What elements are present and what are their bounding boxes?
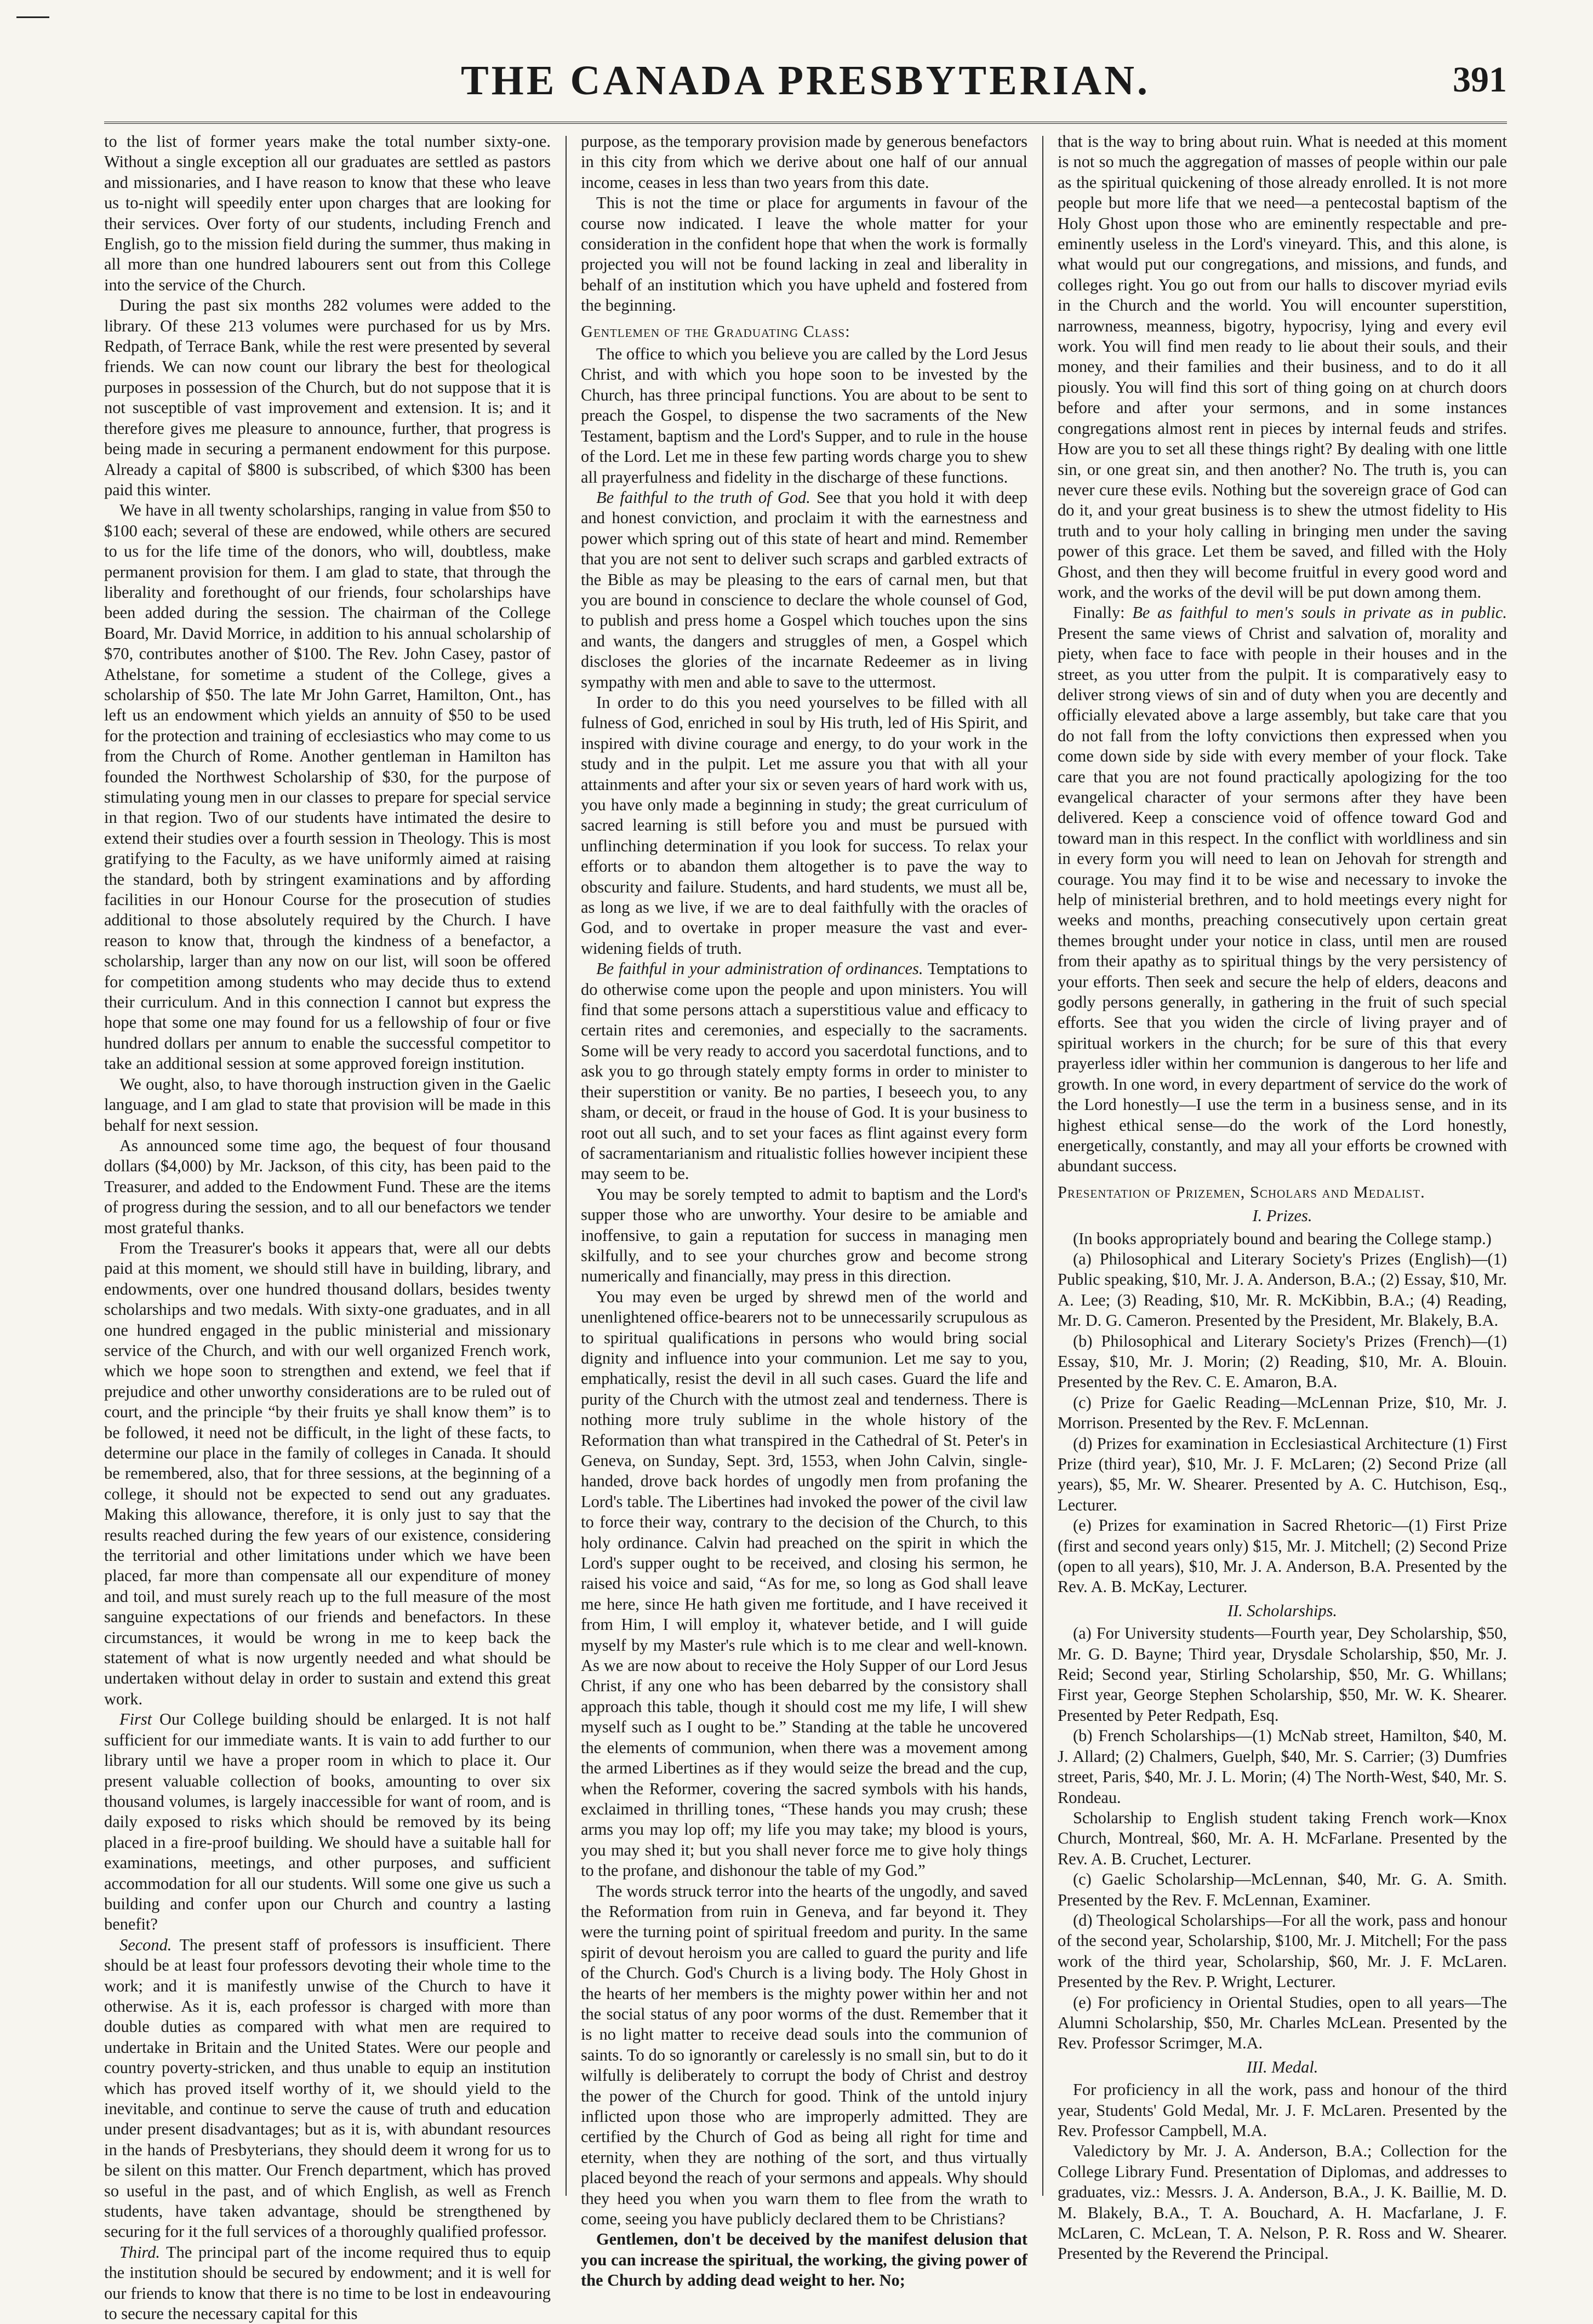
paragraph <box>104 1709 551 1934</box>
paragraph <box>104 1935 551 2242</box>
subsection-heading: II. Scholarships. <box>1227 1601 1338 1620</box>
paragraph: The words struck terror into the hearts of the ungodly, and saved the Reformation from ruin in Geneva, and far beyond it. They were the turning point of spiritual freedom and purity. In the same spirit of devout heroism you are called to guard the purity and life of the Church. God's Church is a living body. The Holy Ghost in the hearts of her members is the mighty power within her and not the social status of any poor worms of the dust. Remember that it is no light matter to receive dead souls into the communion of saints. To do so ignorantly or carelessly is no small sin, but to do it wilfully is deliberately to corrupt the body of Christ and destroy the power of the Church for good. Think of the untold injury inflicted upon those who are improperly admitted. They are certified by the Church of God as being all right for time and eternity, when they are nothing of the sort, and thus virtually placed beyond the reach of your sermons and appeals. Why should they heed you when you warn them to flee from the wrath to come, seeing you have publicly declared them to be Christians? <box>581 1881 1027 2229</box>
column-divider <box>566 136 567 2196</box>
paragraph-body: The principal part of the income required thus to equip the institution should be secured by endowment; and it is well for our friends to know that there is no time to be lost in endeavouring to secure the necessary capital for this <box>104 2242 551 2323</box>
paragraph-body: Temptations to do otherwise come upon the people and upon ministers. You will find that some persons attach a superstitious value and efficacy to certain rites and ceremonies, and especially to the sacraments. Some will be very ready to accord you sacerdotal functions, and to ask you to go through stately empty forms in order to minister to their superstition or vanity. Be no parties, I beseech you, to any sham, or deceit, or fraud in the house of God. It is your business to root out all such, and to set your faces as flint against every form of sacramentarianism and ritualistic follies however incipient these may seem to be. <box>581 959 1027 1183</box>
paragraph-label: Finally: <box>1073 603 1125 622</box>
subsection-heading: I. Prizes. <box>1252 1206 1312 1226</box>
paragraph: As announced some time ago, the bequest of four thousand dollars ($4,000) by Mr. Jackson, of this city, has been paid to the Treasurer, and added to the Endowment Fund. These are the items of progress during the session, and to all our benefactors we tender most grateful thanks. <box>104 1136 551 1237</box>
header-rule <box>104 122 1507 124</box>
section-heading: Presentation of Prizemen, Scholars and Medalist. <box>1058 1182 1425 1201</box>
column-2 <box>581 131 1027 2290</box>
paragraph: purpose, as the temporary provision made by generous benefactors in this city from which we derive about one half of our annual income, ceases in less than two years from this date. <box>581 132 1027 192</box>
masthead <box>104 49 1507 121</box>
column-1 <box>104 131 551 2323</box>
article-columns <box>104 131 1507 2323</box>
list-item: (b) French Scholarships—(1) McNab street, Hamilton, $40, M. J. Allard; (2) Chalmers, Guelph, $40, Mr. S. Carrier; (3) Dumfries street, Paris, $40, Mr. J. L. Morin; (4) The North-West, $40, Mr. S. Rondeau. <box>1058 1726 1507 1807</box>
paragraph: The office to which you believe you are called by the Lord Jesus Christ, and with which you hope soon to be invested by the Church, has three principal functions. You are about to be sent to preach the Gospel, to dispense the two sacraments of the New Testament, baptism and the Lord's Supper, and to rule in the house of the Lord. Let me in these few parting words charge you to shew all prayerfulness and fidelity in the discharge of these functions. <box>581 345 1027 486</box>
paragraph: From the Treasurer's books it appears that, were all our debts paid at this moment, we should still have in building, library, and endowments, over one hundred thousand dollars, besides twenty scholarships and two medals. With sixty-one graduates, and in all one hundred engaged in the public ministerial and missionary service of the Church, and with our well organized French work, which we hope soon to strengthen and extend, we feel that if prejudice and other unworthy considerations are to be ruled out of court, and the principle “by their fruits ye shall know them” is to be followed, it need not be difficult, in the light of these facts, to determine our place in the family of colleges in Canada. It should be remembered, also, that for three sessions, at the beginning of a college, it should not be expected to send out any graduates. Making this allowance, therefore, it is only just to say that the results reached during the few years of our existence, considering the territorial and other limitations under which we have been placed, far more than compensate all our expenditure of money and toil, and must surely reach up to the full measure of the most sanguine expectations of our friends and benefactors. In these circumstances, it would be wrong in me to keep back the statement of what is now urgently needed and what should be undertaken without delay in order to sustain and extend this great work. <box>104 1238 551 1708</box>
paragraph-lead: Be faithful in your administration of ordinances. <box>596 959 923 978</box>
paragraph: You may even be urged by shrewd men of the world and unenlightened office-bearers not to be unnecessarily scrupulous as to spiritual qualifications in persons who would bring social dignity and influence into your communion. Let me say to you, emphatically, resist the devil in all such cases. Guard the life and purity of the Church with the utmost zeal and tenderness. There is nothing more truly sublime in the whole history of the Reformation than what transpired in the Cathedral of St. Peter's in Geneva, on Sunday, Sept. 3rd, 1553, when John Calvin, single-handed, drove back hordes of ungodly men from profaning the Lord's table. The Libertines had invoked the power of the civil law to force their way, contrary to the decision of the Church, to this holy ordinance. Calvin had preached on the spirit in which the Lord's supper ought to be received, and closing his sermon, he raised his voice and said, “As for me, so long as God shall leave me here, since He hath given me fortitude, and I have received it from Him, I will employ it, whatever betide, and I will guide myself by my Master's rule which is to me clear and well-known. As we are now about to receive the Holy Supper of our Lord Jesus Christ, if any one who has been debarred by the consistory shall approach this table, though it should cost me my life, I will shew myself such as I ought to be.” Standing at the table he uncovered the elements of communion, when there was a movement among the armed Libertines as if they would seize the bread and the cup, when the Reformer, covering the sacred symbols with his hands, exclaimed in thrilling tones, “These hands you may crush; these arms you may lop off; my life you may take; my blood is yours, you may shed it; but you shall never force me to give holy things to the profane, and dishonour the table of my God.” <box>581 1287 1027 1880</box>
paragraph <box>1058 603 1507 1176</box>
newspaper-title: THE CANADA PRESBYTERIAN. <box>460 58 1151 104</box>
paragraph-lead: Second. <box>119 1935 172 1954</box>
column-3 <box>1058 131 1507 2263</box>
paragraph <box>581 959 1027 1184</box>
paragraph-body: The present staff of professors is insufficient. There should be at least four professors devoting their whole time to the work; and it is manifestly unwise of the Church to have it otherwise. As it is, each professor is charged with more than double duties as compared with what men are required to undertake in Britain and the United States. Were our people and country poverty-stricken, and thus unable to equip an institution which has proved itself worthy of it, we should yield to the inevitable, and continue to serve the cause of truth and education under present disadvantages; but as it is, with abundant resources in the hands of Presbyterians, they should deem it wrong for us to be silent on this matter. Our French department, which has proved so useful in the past, and of which English, as well as French students, have taken advantage, should be strengthened by securing for it the full services of a thoroughly qualified professor. <box>104 1935 551 2241</box>
paragraph: During the past six months 282 volumes were added to the library. Of these 213 volumes were purchased for us by Mrs. Redpath, of Terrace Bank, while the rest were presented by several friends. We can now count our library the best for theological purposes in possession of the Church, but do not suppose that it is not susceptible of vast improvement and extension. It is; and it therefore gives me pleasure to announce, further, that progress is being made in securing a permanent endowment for this purpose. Already a capital of $800 is subscribed, of which $300 has been paid this winter. <box>104 296 551 499</box>
list-item: (c) Gaelic Scholarship—McLennan, $40, Mr. G. A. Smith. Presented by the Rev. F. McLennan, Examiner. <box>1058 1870 1507 1909</box>
paragraph <box>104 2242 551 2324</box>
list-item: (d) Prizes for examination in Ecclesiastical Architecture (1) First Prize (third year), $10, Mr. J. F. McLaren; (2) Second Prize (all years), $5, Mr. W. Shearer. Presented by A. C. Hutchison, Esq., Lecturer. <box>1058 1434 1507 1514</box>
paragraph-lead: Third. <box>119 2242 161 2262</box>
page-number: 391 <box>1453 60 1507 100</box>
paragraph-body: Present the same views of Christ and salvation of, morality and piety, when face to face with people in their houses and in the street, as you utter from the pulpit. It is comparatively easy to deliver strong views of sin and of duty when you are decently and officially elevated above a large assembly, but take care that you do not fall from the lofty convictions then expressed when you come down side by side with every member of your flock. Take care that you are not found practically apologizing for the too evangelical character of your sermons after they have been delivered. Keep a conscience void of offence toward God and toward man in this respect. In the conflict with worldliness and sin in every form you will need to lean on Jehovah for strength and courage. You may find it to be wise and necessary to invoke the help of ministerial brethren, and to hold meetings every night for weeks and months, preaching consecutively upon certain great themes brought under your notice in class, until men are roused from their apathy as to spiritual things by the very persistency of your efforts. Then seek and secure the help of elders, deacons and godly persons generally, in gathering in the fruit of such special efforts. See that you widen the circle of living prayer and of spiritual workers in the church; for be sure of this that every prayerless idler within her communion is dangerous to her life and growth. In one word, in every department of service do the work of the Lord honestly—I use the term in a business sense, and in its highest ethical sense—do the work of the Lord honestly, energetically, constantly, and may all your efforts be crowned with abundant success. <box>1058 623 1507 1176</box>
section-heading: Gentlemen of the Graduating Class: <box>581 322 850 341</box>
list-item: (a) Philosophical and Literary Society's Prizes (English)—(1) Public speaking, $10, Mr. J. A. Anderson, B.A.; (2) Essay, $10, Mr. A. Lee; (3) Reading, $10, Mr. R. McKibbin, B.A.; (4) Reading, Mr. D. G. Cameron. Presented by the President, Mr. Blakely, B.A. <box>1058 1249 1507 1330</box>
paragraph: Valedictory by Mr. J. A. Anderson, B.A.; Collection for the College Library Fund. Presentation of Diplomas, and addresses to graduates, viz.: Messrs. J. A. Anderson, B.A., J. K. Baillie, M. D. M. Blakely, B.A., T. A. Bouchard, A. H. Macfarlane, J. F. McLaren, C. McLean, T. A. Nelson, P. R. Ross and W. Shearer. Presented by the Reverend the Principal. <box>1058 2142 1507 2263</box>
paragraph: We ought, also, to have thorough instruction given in the Gaelic language, and I am glad to state that provision will be made in this behalf for next session. <box>104 1074 551 1135</box>
paragraph-lead: Be as faithful to men's souls in private as in public. <box>1124 603 1507 622</box>
paragraph: that is the way to bring about ruin. What is needed at this moment is not so much the aggregation of masses of people within our pale as the spiritual quickening of those already enrolled. It is not more people but more life that we need—a pentecostal baptism of the Holy Ghost upon those who are eminently respectable and pre-eminently useless in the Lord's vineyard. This, and this alone, is what would put our congregations, and missions, and funds, and colleges right. You go out from our halls to discover myriad evils in the Church and the world. You will encounter superstition, narrowness, meanness, bigotry, hypocrisy, lying and every evil work. You will find men ready to lie about their souls, and their money, and their families and their business, and to do it all piously. You will find this sort of thing going on at church doors before and after your sermons, and in some instances congregations almost rent in pieces by internal feuds and strifes. How are you to set all these things right? By dealing with one little sin, or one great sin, and then another? No. The truth is, you can never cure these evils. Nothing but the sovereign grace of God can do it, and your great business is to shew the utmost fidelity to His truth and to your holy calling in bringing men under the saving power of this grace. Let them be saved, and filled with the Holy Ghost, and then they will become fruitful in every good word and work, and the works of the devil will be put down among them. <box>1058 132 1507 602</box>
paragraph: We have in all twenty scholarships, ranging in value from $50 to $100 each; several of these are endowed, while others are secured to us for the life time of the donors, who will, doubtless, make permanent provision for them. I am glad to state, that through the liberality and forethought of our friends, four scholarships have been added during the session. The chairman of the College Board, Mr. David Morrice, in addition to his annual scholarship of $70, contributes another of $100. The Rev. John Casey, pastor of Athelstane, for sometime a student of the College, gives a scholarship of $50. The late Mr John Garret, Hamilton, Ont., has left us an endowment which yields an annuity of $50 to be used for the protection and training of ecclesiastics who may come to us from the Church of Rome. Another gentleman in Hamilton has founded the Northwest Scholarship of $30, for the purpose of stimulating young men in our classes to prepare for special service in that region. Two of our students have intimated the desire to extend their studies over a fourth session in Theology. This is most gratifying to the Faculty, as we have uniformly aimed at raising the standard, both by stringent examinations and by affording facilities in our Honour Course for the prosecution of studies additional to those absolutely required by the Church. I have reason to know that, through the kindness of a benefactor, a scholarship, larger than any now on our list, will soon be offered for competition among students who may decide thus to extend their curriculum. And in this connection I cannot but express the hope that some one may found for us a fellowship of four or five hundred dollars per annum to enable the successful competitor to take an additional session at some approved foreign institution. <box>104 501 551 1073</box>
paragraph-lead: Be faithful to the truth of God. <box>596 488 810 507</box>
paragraph: to the list of former years make the total number sixty-one. Without a single exception all our graduates are settled as pastors and missionaries, and I have reason to know that these who leave us to-night will speedily enter upon charges that are looking for their services. Over forty of our students, including French and English, go to the mission field during the summer, thus making in all more than one hundred labourers sent out from this College into the service of the Church. <box>104 132 551 294</box>
list-item: (c) Prize for Gaelic Reading—McLennan Prize, $10, Mr. J. Morrison. Presented by the Rev. F. McLennan. <box>1058 1393 1507 1433</box>
paragraph: This is not the time or place for arguments in favour of the course now indicated. I leave the whole matter for your consideration in the confident hope that when the work is formally projected you will not be found lacking in zeal and liberality in behalf of an institution which you have upheld and fostered from the beginning. <box>581 193 1027 315</box>
paragraph-lead: First <box>119 1710 152 1729</box>
list-item: (d) Theological Scholarships—For all the work, pass and honour of the second year, Scholarship, $100, Mr. J. Mitchell; For the pass work of the third year, Scholarship, $60, Mr. J. F. McLaren. Presented by the Rev. P. Wright, Lecturer. <box>1058 1910 1507 1991</box>
list-item: (b) Philosophical and Literary Society's Prizes (French)—(1) Essay, $10, Mr. J. Morin; (2) Reading, $10, Mr. A. Blouin. Presented by the Rev. C. E. Amaron, B.A. <box>1058 1331 1507 1392</box>
list-item: (e) Prizes for examination in Sacred Rhetoric—(1) First Prize (first and second years only) $15, Mr. J. Mitchell; (2) Second Prize (open to all years), $10, Mr. J. A. Anderson, B.A. Presented by the Rev. A. B. McKay, Lecturer. <box>1058 1516 1507 1596</box>
paragraph-body: Our College building should be enlarged. It is not half sufficient for our immediate wants. It is vain to add further to our library until we have a proper room in which to place it. Our present valuable collection of books, amounting to over six thousand volumes, is largely inaccessible for want of room, and is daily exposed to risks which should be removed by its being placed in a fire-proof building. We should have a suitable hall for examinations, meetings, and other purposes, and sufficient accommodation for all our students. Will some one give us such a building and confer upon our Church and country a lasting benefit? <box>104 1710 551 1934</box>
paragraph: You may be sorely tempted to admit to baptism and the Lord's supper those who are unworthy. Your desire to be amiable and inoffensive, to gain a reputation for success in managing men skilfully, and to see your churches grow and become strong numerically and financially, may press in this direction. <box>581 1184 1027 1286</box>
list-item: Scholarship to English student taking French work—Knox Church, Montreal, $60, Mr. A. H. McFarlane. Presented by the Rev. A. B. Cruchet, Lecturer. <box>1058 1808 1507 1868</box>
paragraph <box>581 488 1027 692</box>
corner-rule <box>16 16 49 18</box>
subsection-heading: III. Medal. <box>1246 2057 1318 2076</box>
paragraph-body: See that you hold it with deep and honest conviction, and proclaim it with the earnestness and power which spring out of this state of heart and mind. Remember that you are not sent to deliver such scraps and garbled extracts of the Bible as may be pleasing to the ears of carnal men, but that you are bound in conscience to declare the whole counsel of God, to publish and press home a Gospel which touches upon the sins and wants, the dangers and struggles of men, a Gospel which discloses the glories of the incarnate Redeemer as in living sympathy with men and able to save to the uttermost. <box>581 488 1027 691</box>
list-item: (a) For University students—Fourth year, Dey Scholarship, $50, Mr. G. D. Bayne; Third year, Drysdale Scholarship, $50, Mr. J. Reid; Second year, Stirling Scholarship, $50, Mr. G. Whillans; First year, George Stephen Scholarship, $50, Mr. W. K. Shearer. Presented by Peter Redpath, Esq. <box>1058 1624 1507 1725</box>
paragraph: For proficiency in all the work, pass and honour of the third year, Students' Gold Medal, Mr. J. F. McLaren. Presented by the Rev. Professor Campbell, M.A. <box>1058 2080 1507 2140</box>
paragraph: Gentlemen, don't be deceived by the manifest delusion that you can increase the spiritual, the working, the giving power of the Church by adding dead weight to her. No; <box>581 2230 1027 2290</box>
paragraph: (In books appropriately bound and bearing the College stamp.) <box>1073 1229 1492 1248</box>
column-divider <box>1042 136 1043 2196</box>
list-item: (e) For proficiency in Oriental Studies, open to all years—The Alumni Scholarship, $50, Mr. Charles McLean. Presented by the Rev. Professor Scrimger, M.A. <box>1058 1993 1507 2053</box>
paragraph: In order to do this you need yourselves to be filled with all fulness of God, enriched in soul by His truth, led of His Spirit, and inspired with divine courage and energy, to do your work in the study and in the pulpit. Let me assure you that with all your attainments and after your six or seven years of hard work with us, you have only made a beginning in study; the great curriculum of sacred learning is still before you and must be pursued with unflinching determination if you look for success. To relax your efforts or to abandon them altogether is to pave the way to obscurity and failure. Students, and hard students, we must all be, as long as we live, if we are to deal faithfully with the oracles of God, and to overtake in proper measure the vast and ever-widening fields of truth. <box>581 692 1027 958</box>
